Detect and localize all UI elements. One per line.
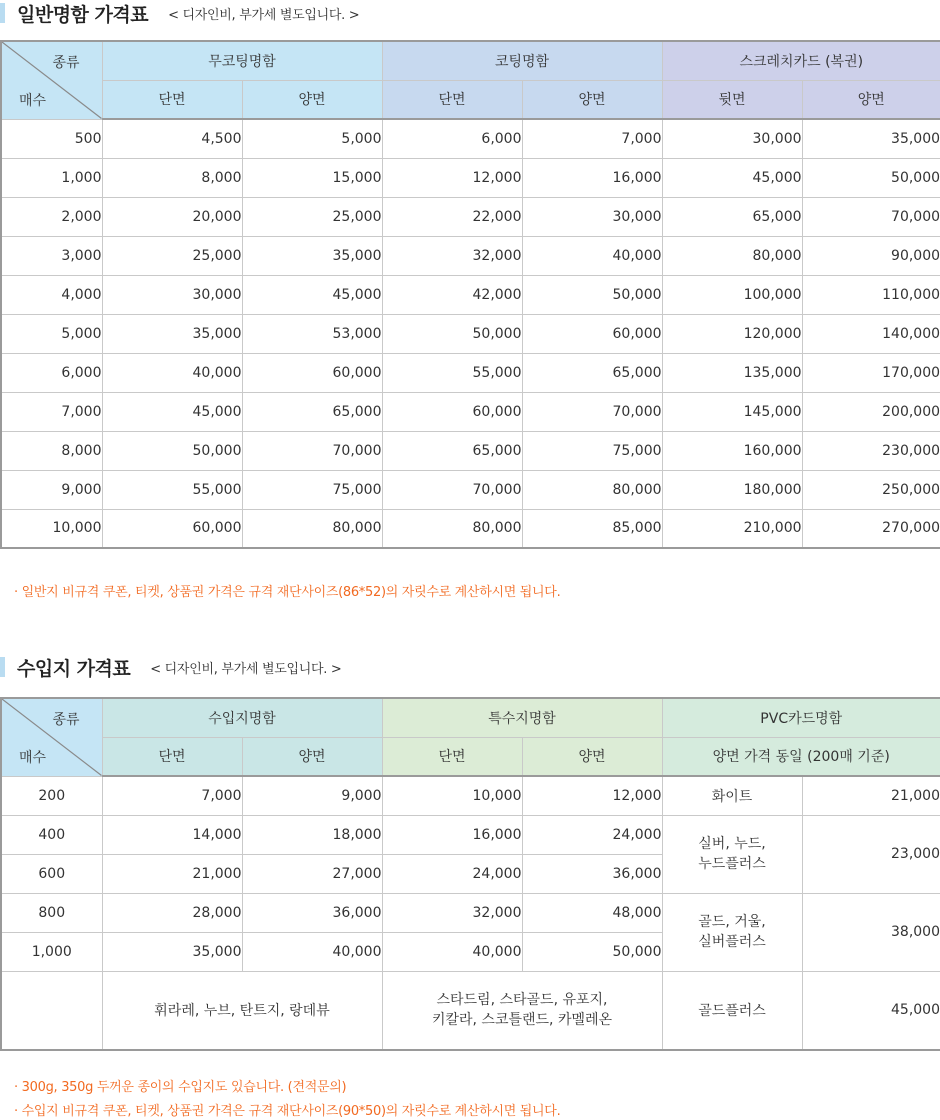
table-row [1,893,940,932]
price-cell: 45,000 [242,275,382,314]
price-cell: 90,000 [802,236,940,275]
price-cell: 70,000 [242,431,382,470]
pvc-price-cell: 21,000 [802,776,940,815]
table-corner-header [1,41,102,119]
corner-kind-label: 종류 [52,55,80,71]
table-row [1,158,940,197]
price-cell: 210,000 [662,509,802,548]
qty-cell: 7,000 [1,392,102,431]
price-cell: 65,000 [382,431,522,470]
special-paper-list [382,971,662,1050]
subheader: 양면 [242,737,382,776]
price-cell: 15,000 [242,158,382,197]
price-cell: 40,000 [102,353,242,392]
price-cell: 5,000 [242,119,382,158]
price-cell: 45,000 [102,392,242,431]
price-cell: 65,000 [242,392,382,431]
subheader: 단면 [382,737,522,776]
price-cell: 32,000 [382,893,522,932]
price-cell: 270,000 [802,509,940,548]
empty-cell [1,971,102,1050]
price-cell: 60,000 [242,353,382,392]
group-header-scratch: 스크레치카드 (복권) [662,41,940,80]
price-cell: 70,000 [802,197,940,236]
qty-cell: 6,000 [1,353,102,392]
price-cell: 25,000 [242,197,382,236]
table-row [1,314,940,353]
price-cell: 180,000 [662,470,802,509]
price-cell: 14,000 [102,815,242,854]
table-row [1,470,940,509]
qty-cell: 2,000 [1,197,102,236]
price-cell: 55,000 [382,353,522,392]
price-cell: 35,000 [802,119,940,158]
price-cell: 55,000 [102,470,242,509]
subheader: 양면 [802,80,940,119]
pvc-type-line: 골드, 거울, [698,914,766,930]
price-cell: 8,000 [102,158,242,197]
subheader: 양면 [522,737,662,776]
price-cell: 45,000 [662,158,802,197]
price-cell: 50,000 [382,314,522,353]
table-row [1,353,940,392]
pvc-type-cell: 골드플러스 [662,971,802,1050]
price-cell: 10,000 [382,776,522,815]
price-cell: 6,000 [382,119,522,158]
table-row [1,431,940,470]
section2-subtitle: < 디자인비, 부가세 별도입니다. > [150,661,342,677]
price-cell: 50,000 [522,932,662,971]
price-cell: 60,000 [102,509,242,548]
table-row [1,815,940,854]
price-cell: 35,000 [102,932,242,971]
table-row [1,119,940,158]
price-cell: 80,000 [662,236,802,275]
group-header-coated: 코팅명함 [382,41,662,80]
price-cell: 7,000 [522,119,662,158]
pvc-price-cell: 45,000 [802,971,940,1050]
price-cell: 36,000 [242,893,382,932]
price-cell: 140,000 [802,314,940,353]
price-cell: 7,000 [102,776,242,815]
subheader: 단면 [382,80,522,119]
section2-header [0,656,342,678]
subheader: 양면 [242,80,382,119]
special-paper-line: 스타드림, 스타골드, 유포지, [436,992,608,1009]
table-row [1,509,940,548]
price-cell: 60,000 [522,314,662,353]
price-cell: 24,000 [382,854,522,893]
price-cell: 21,000 [102,854,242,893]
price-cell: 24,000 [522,815,662,854]
price-cell: 30,000 [662,119,802,158]
qty-cell: 500 [1,119,102,158]
title-accent-bar [0,3,5,23]
qty-cell: 3,000 [1,236,102,275]
section1-note: · 일반지 비규격 쿠폰, 티켓, 상품권 가격은 규격 재단사이즈(86*52)의 자릿수로 계산하시면 됩니다. [14,585,561,600]
price-cell: 4,500 [102,119,242,158]
table-row [1,275,940,314]
pvc-type-line: 실버, 누드, [698,836,766,852]
subheader: 양면 [522,80,662,119]
price-cell: 12,000 [522,776,662,815]
price-cell: 28,000 [102,893,242,932]
section2-title: 수입지 가격표 [17,657,131,680]
qty-cell: 600 [1,854,102,893]
corner-kind-label: 종류 [52,712,80,728]
price-cell: 30,000 [102,275,242,314]
general-card-price-table [0,40,940,549]
price-cell: 50,000 [802,158,940,197]
price-cell: 170,000 [802,353,940,392]
price-cell: 25,000 [102,236,242,275]
price-cell: 50,000 [102,431,242,470]
pvc-subheader: 양면 가격 동일 (200매 기준) [662,737,940,776]
price-cell: 16,000 [382,815,522,854]
price-cell: 200,000 [802,392,940,431]
price-cell: 20,000 [102,197,242,236]
subheader: 단면 [102,737,242,776]
group-header-special: 특수지명함 [382,698,662,737]
qty-cell: 1,000 [1,932,102,971]
pvc-type-cell: 화이트 [662,776,802,815]
price-cell: 80,000 [382,509,522,548]
price-cell: 35,000 [242,236,382,275]
price-cell: 35,000 [102,314,242,353]
price-cell: 100,000 [662,275,802,314]
price-cell: 22,000 [382,197,522,236]
table-row [1,236,940,275]
price-cell: 110,000 [802,275,940,314]
group-header-uncoated: 무코팅명함 [102,41,382,80]
price-cell: 65,000 [522,353,662,392]
price-cell: 40,000 [522,236,662,275]
price-cell: 250,000 [802,470,940,509]
price-cell: 135,000 [662,353,802,392]
price-cell: 230,000 [802,431,940,470]
subheader: 뒷면 [662,80,802,119]
section1-subtitle: < 디자인비, 부가세 별도입니다. > [168,7,360,23]
price-cell: 85,000 [522,509,662,548]
qty-cell: 9,000 [1,470,102,509]
section2-note: · 300g, 350g 두꺼운 종이의 수입지도 있습니다. (견적문의) [14,1080,347,1095]
price-cell: 75,000 [522,431,662,470]
pvc-price-cell: 23,000 [802,815,940,893]
qty-cell: 400 [1,815,102,854]
import-paper-list: 휘라레, 누브, 탄트지, 랑데뷰 [102,971,382,1050]
table-row [1,971,940,1050]
pvc-type-line: 누드플러스 [698,856,766,872]
price-cell: 42,000 [382,275,522,314]
table-row [1,776,940,815]
price-cell: 32,000 [382,236,522,275]
price-cell: 70,000 [522,392,662,431]
corner-count-label: 매수 [19,749,47,766]
qty-cell: 200 [1,776,102,815]
price-cell: 27,000 [242,854,382,893]
price-cell: 50,000 [522,275,662,314]
qty-cell: 8,000 [1,431,102,470]
price-cell: 60,000 [382,392,522,431]
table-row [1,197,940,236]
qty-cell: 4,000 [1,275,102,314]
price-cell: 80,000 [522,470,662,509]
title-accent-bar [0,657,5,677]
price-cell: 80,000 [242,509,382,548]
price-cell: 9,000 [242,776,382,815]
price-cell: 70,000 [382,470,522,509]
pvc-type-cell [662,815,802,893]
table-row [1,392,940,431]
qty-cell: 800 [1,893,102,932]
section1-header [0,2,359,24]
section2-note: · 수입지 비규격 쿠폰, 티켓, 상품권 가격은 규격 재단사이즈(90*50)의 자릿수로 계산하시면 됩니다. [14,1104,561,1119]
pvc-type-cell [662,893,802,971]
price-cell: 30,000 [522,197,662,236]
special-paper-line: 키칼라, 스코틀랜드, 카멜레온 [431,1012,613,1029]
price-cell: 53,000 [242,314,382,353]
price-cell: 75,000 [242,470,382,509]
qty-cell: 5,000 [1,314,102,353]
qty-cell: 1,000 [1,158,102,197]
price-cell: 40,000 [242,932,382,971]
price-cell: 160,000 [662,431,802,470]
price-cell: 36,000 [522,854,662,893]
table-corner-header [1,698,102,776]
price-cell: 145,000 [662,392,802,431]
group-header-pvc: PVC카드명함 [662,698,940,737]
pvc-price-cell: 38,000 [802,893,940,971]
pvc-type-line: 실버플러스 [698,934,766,950]
price-cell: 65,000 [662,197,802,236]
price-cell: 120,000 [662,314,802,353]
price-cell: 18,000 [242,815,382,854]
import-paper-price-table [0,697,940,1051]
corner-count-label: 매수 [19,92,47,109]
price-cell: 16,000 [522,158,662,197]
qty-cell: 10,000 [1,509,102,548]
price-cell: 48,000 [522,893,662,932]
group-header-import: 수입지명함 [102,698,382,737]
price-cell: 40,000 [382,932,522,971]
section1-title: 일반명함 가격표 [17,3,149,26]
subheader: 단면 [102,80,242,119]
price-cell: 12,000 [382,158,522,197]
